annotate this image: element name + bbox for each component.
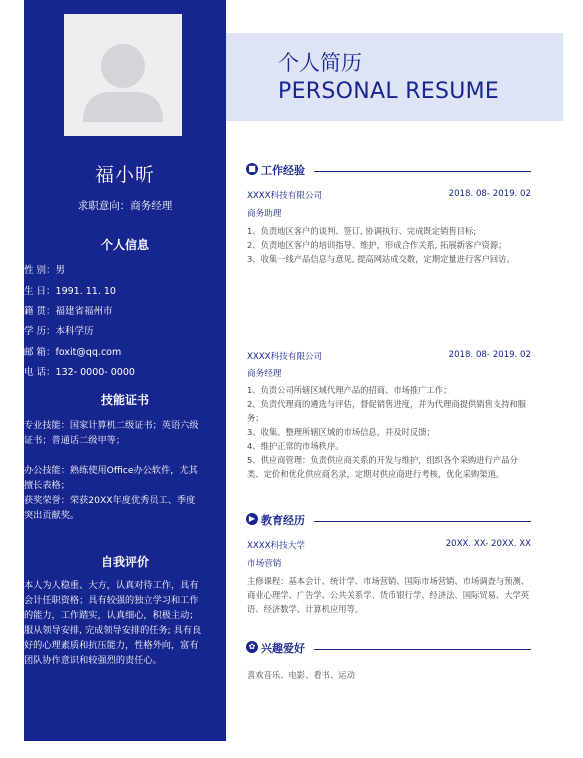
- education-section-header: [246, 512, 531, 530]
- work-2-company: XXXX科技有限公司: [247, 352, 323, 362]
- education-date: 20XX. XX- 20XX. XX: [445, 539, 531, 549]
- resume-title-en: PERSONAL RESUME: [278, 79, 500, 104]
- education-school: XXXX科技大学: [247, 541, 305, 551]
- hobby-text: 喜欢音乐、电影、看书、运动: [247, 670, 355, 680]
- info-education: 学 历：本科学历: [24, 326, 94, 337]
- hobby-divider: [314, 649, 531, 650]
- work-2-description: 1、负责公司所辖区域代理产品的招商、市场推广工作； 2、负责代理商的遴选与评估，督促销售进度，并为代理商提供销售支持和服务； 3、收集、整理所辖区域的市场信息，并及时反馈； 4、维护正常的市场秩序。 5、供应商管理：负责供应商关系的开发与维护，组织各个采购进行产品分类、定价和优化供应商名录，定期对供应商进行考核，优化采购渠道。: [247, 385, 527, 479]
- job-target: 求职意向：商务经理: [77, 200, 173, 212]
- education-major: 市场营销: [247, 559, 282, 569]
- education-courses: 主修课程：基本会计、统计学、市场营销、国际市场营销、市场调查与预测、商业心理学、广告学、公共关系学、货币银行学、经济法、国际贸易、大学英语、经济数学、计算机应用等。: [247, 576, 530, 614]
- education-icon: ▶: [246, 513, 258, 525]
- work-1-description: 1、负责地区客户的谈判、签订, 协调执行、完成既定销售目标; 2、负责地区客户的培训指导、维护，形成合作关系, 拓展新客户资源； 3、收集一线产品信息与意见, 提高网站成交数，定期定量进行客户回访。: [247, 226, 515, 264]
- sidebar: [24, 0, 226, 741]
- work-1-company: XXXX科技有限公司: [247, 191, 323, 201]
- skill-awards: 获奖荣誉：荣获20XX年度优秀员工、季度突出贡献奖。: [24, 495, 196, 521]
- profile-photo: [64, 14, 182, 136]
- candidate-name: 福小昕: [94, 164, 155, 186]
- skill-office: 办公技能：熟练使用Office办公软件，尤其擅长表格；: [24, 465, 198, 491]
- header-band: [226, 33, 563, 121]
- skill-professional: 专业技能：国家计算机二级证书；英语六级证书；普通话二级甲等；: [24, 420, 199, 446]
- skills-title: 技能证书: [100, 393, 149, 407]
- work-2-role: 商务经理: [247, 369, 282, 379]
- info-birthday: 生 日：1991. 11. 10: [24, 286, 116, 297]
- work-1-date: 2018. 08- 2019. 02: [448, 189, 531, 199]
- info-email: 邮 箱：foxit@qq.com: [24, 347, 122, 358]
- hobby-section-header: [246, 640, 531, 658]
- self-evaluation-text: 本人为人稳重、大方，认真对待工作，具有会计任职资格；具有较强的独立学习和工作的能力，工作踏实，认真细心，积极主动；服从领导安排, 完成领导安排的任务; 具有良好的心理素质和抗压能力，性格外向，富有团队协作意识和较强烈的责任心。: [24, 580, 202, 666]
- work-section-header: [246, 162, 531, 180]
- work-1-role: 商务助理: [247, 209, 282, 219]
- education-section-title: 教育经历: [261, 514, 305, 527]
- info-gender: 性 别：男: [24, 265, 66, 276]
- hobby-section-title: 兴趣爱好: [261, 642, 305, 655]
- education-divider: [314, 521, 531, 522]
- briefcase-icon: ■: [246, 163, 258, 175]
- info-hometown: 籍 贯：福建省福州市: [24, 306, 113, 317]
- gear-icon: ✿: [246, 641, 258, 653]
- work-section-title: 工作经验: [261, 164, 305, 177]
- avatar-placeholder-icon: [64, 14, 182, 136]
- info-phone: 电 话：132- 0000- 0000: [24, 367, 135, 378]
- personal-info-title: 个人信息: [100, 238, 149, 252]
- work-2-date: 2018. 08- 2019. 02: [448, 350, 531, 360]
- resume-title-cn: 个人简历: [278, 51, 362, 75]
- work-divider: [314, 171, 531, 172]
- self-evaluation-title: 自我评价: [100, 555, 149, 569]
